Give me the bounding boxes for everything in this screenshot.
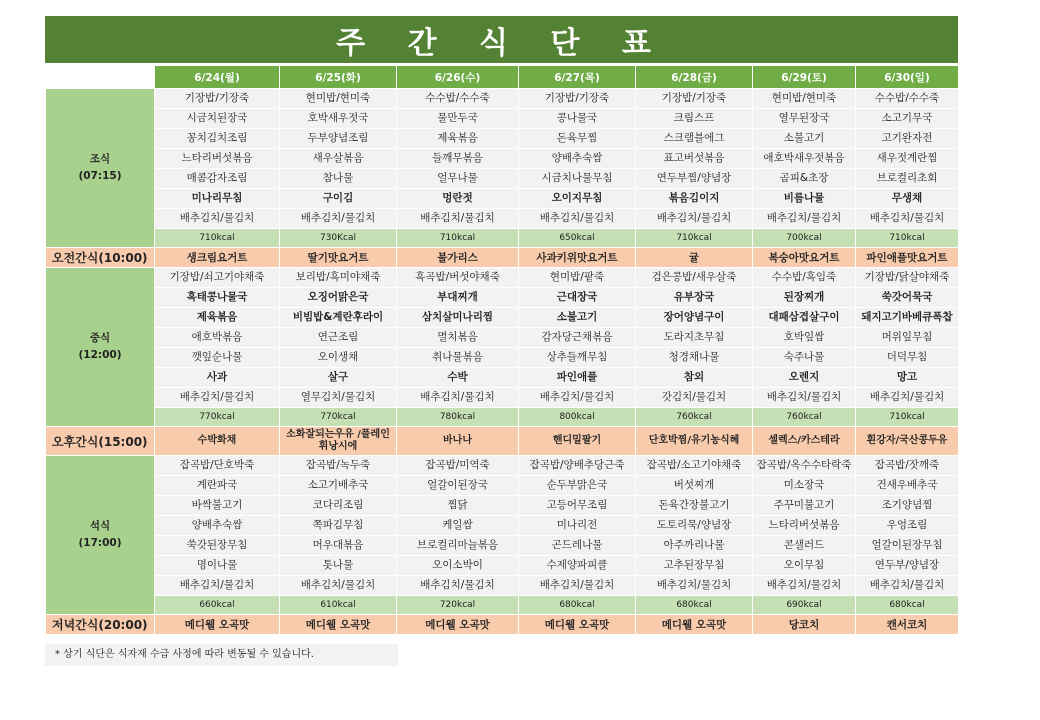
menu-item: 깻잎순나물: [155, 348, 280, 368]
menu-item: 상추들깨무침: [519, 348, 636, 368]
menu-item: 배추김치/물김치: [397, 209, 519, 229]
menu-row: [46, 268, 959, 288]
menu-item: 수박: [397, 368, 519, 388]
menu-item: 물만두국: [397, 109, 519, 129]
menu-item: 제육볶음: [397, 129, 519, 149]
kcal-value: 690kcal: [753, 596, 856, 615]
snack-item: 메디웰 오곡맛: [155, 615, 280, 635]
menu-item: 배추김치/물김치: [753, 576, 856, 596]
menu-item: 브로컬리마늘볶음: [397, 536, 519, 556]
meal-name: 조식: [89, 153, 111, 165]
menu-item: 참외: [636, 368, 753, 388]
menu-row: [46, 209, 959, 229]
kcal-value: 680kcal: [856, 596, 959, 615]
menu-item: 장어양념구이: [636, 308, 753, 328]
menu-item: 청경채나물: [636, 348, 753, 368]
meal-name: 석식: [89, 520, 111, 532]
menu-item: 수수밥/수수죽: [856, 89, 959, 109]
morning_snack-label: 오전간식(10:00): [46, 248, 155, 268]
menu-item: 유부장국: [636, 288, 753, 308]
menu-item: 파인애플: [519, 368, 636, 388]
menu-item: 잡곡밥/잣깨죽: [856, 456, 959, 476]
menu-item: 열무김치/물김치: [280, 388, 397, 408]
menu-item: 얼갈이된장국: [397, 476, 519, 496]
snack-item: 귤: [636, 248, 753, 268]
menu-item: 조기양념찜: [856, 496, 959, 516]
menu-item: 배추김치/물김치: [397, 388, 519, 408]
menu-item: 아주까리나물: [636, 536, 753, 556]
day-header: 6/30(일): [856, 66, 959, 89]
menu-item: 흑태콩나물국: [155, 288, 280, 308]
menu-item: 살구: [280, 368, 397, 388]
menu-item: 연두부/양념장: [856, 556, 959, 576]
menu-item: 더덕무침: [856, 348, 959, 368]
menu-item: 소불고기: [753, 129, 856, 149]
menu-item: 돈육무찜: [519, 129, 636, 149]
menu-item: 배추김치/물김치: [636, 209, 753, 229]
menu-item: 배추김치/물김치: [753, 388, 856, 408]
menu-row: [46, 288, 959, 308]
menu-item: 곰피&초장: [753, 169, 856, 189]
meal-time: (17:00): [78, 537, 122, 549]
snack-item: 메디웰 오곡맛: [636, 615, 753, 635]
kcal-value: 800kcal: [519, 408, 636, 427]
menu-item: 보리밥/흑미야채죽: [280, 268, 397, 288]
menu-row: [46, 129, 959, 149]
menu-item: 콘샐러드: [753, 536, 856, 556]
menu-item: 돈육간장불고기: [636, 496, 753, 516]
evening_snack-label: 저녁간식(20:00): [46, 615, 155, 635]
menu-item: 배추김치/물김치: [397, 576, 519, 596]
dinner-label: [46, 456, 155, 615]
meal-name: 중식: [89, 332, 111, 344]
kcal-value: 680kcal: [636, 596, 753, 615]
kcal-value: 650kcal: [519, 229, 636, 248]
menu-item: 잡곡밥/녹두죽: [280, 456, 397, 476]
day-header: 6/24(월): [155, 66, 280, 89]
menu-item: 소고기배추국: [280, 476, 397, 496]
menu-item: 숙주나물: [753, 348, 856, 368]
menu-row: [46, 189, 959, 209]
menu-item: 잡곡밥/단호박죽: [155, 456, 280, 476]
menu-item: 브로컬리초회: [856, 169, 959, 189]
menu-item: 배추김치/물김치: [753, 209, 856, 229]
menu-item: 감자당근채볶음: [519, 328, 636, 348]
menu-row: [46, 536, 959, 556]
kcal-value: 660kcal: [155, 596, 280, 615]
menu-item: 우엉조림: [856, 516, 959, 536]
snack-item: 흰강자/국산콩두유: [856, 427, 959, 456]
day-header-row: [46, 66, 959, 89]
menu-item: 멍란젓: [397, 189, 519, 209]
menu-item: 취나물볶음: [397, 348, 519, 368]
menu-item: 멸치볶음: [397, 328, 519, 348]
menu-item: 콩나물국: [519, 109, 636, 129]
menu-item: 기장밥/닭살야채죽: [856, 268, 959, 288]
menu-item: 기장밥/쇠고기야채죽: [155, 268, 280, 288]
menu-item: 애호박볶음: [155, 328, 280, 348]
kcal-value: 760kcal: [753, 408, 856, 427]
kcal-value: 720kcal: [397, 596, 519, 615]
menu-item: 연두부찜/양념장: [636, 169, 753, 189]
menu-row: [46, 169, 959, 189]
menu-item: 매콤감자조림: [155, 169, 280, 189]
menu-item: 쪽파김무침: [280, 516, 397, 536]
menu-item: 배추김치/물김치: [519, 576, 636, 596]
menu-item: 수수밥/수수죽: [397, 89, 519, 109]
kcal-value: 680kcal: [519, 596, 636, 615]
menu-item: 배추김치/물김치: [280, 576, 397, 596]
menu-item: 잡곡밥/소고기야채죽: [636, 456, 753, 476]
menu-row: [46, 89, 959, 109]
menu-item: 호박새우젓국: [280, 109, 397, 129]
menu-item: 오이지무침: [519, 189, 636, 209]
menu-item: 흑곡밥/버섯야채죽: [397, 268, 519, 288]
menu-item: 도라지초무침: [636, 328, 753, 348]
menu-item: 수수밥/흑임죽: [753, 268, 856, 288]
menu-item: 꽁치김치조림: [155, 129, 280, 149]
kcal-row: [46, 229, 959, 248]
snack-item: 수박화채: [155, 427, 280, 456]
snack-row: [46, 427, 959, 456]
menu-item: 기장밥/기장죽: [636, 89, 753, 109]
menu-item: 대패삼겹살구이: [753, 308, 856, 328]
lunch-label: [46, 268, 155, 427]
menu-item: 도토리묵/양념장: [636, 516, 753, 536]
menu-item: 볶음김이지: [636, 189, 753, 209]
snack-item: 핸디밀팔기: [519, 427, 636, 456]
snack-item: 파인애플맛요거트: [856, 248, 959, 268]
menu-item: 계란파국: [155, 476, 280, 496]
kcal-value: 730Kcal: [280, 229, 397, 248]
menu-item: 표고버섯볶음: [636, 149, 753, 169]
menu-item: 고등어무조림: [519, 496, 636, 516]
day-header: 6/29(토): [753, 66, 856, 89]
menu-item: 들깨무볶음: [397, 149, 519, 169]
afternoon_snack-label: 오후간식(15:00): [46, 427, 155, 456]
menu-item: 오이생채: [280, 348, 397, 368]
menu-item: 수제양파피클: [519, 556, 636, 576]
menu-item: 소고기무국: [856, 109, 959, 129]
menu-item: 두부양념조림: [280, 129, 397, 149]
menu-item: 현미밥/현미죽: [753, 89, 856, 109]
menu-item: 배추김치/물김치: [856, 209, 959, 229]
kcal-value: 770kcal: [280, 408, 397, 427]
menu-item: 명이나물: [155, 556, 280, 576]
snack-item: 불가리스: [397, 248, 519, 268]
menu-item: 잡곡밥/옥수수타락죽: [753, 456, 856, 476]
menu-row: [46, 496, 959, 516]
menu-item: 시금치된장국: [155, 109, 280, 129]
menu-item: 느타리버섯볶음: [753, 516, 856, 536]
snack-item: 메디웰 오곡맛: [519, 615, 636, 635]
menu-item: 오렌지: [753, 368, 856, 388]
menu-item: 호박잎쌈: [753, 328, 856, 348]
menu-item: 시금치나물무침: [519, 169, 636, 189]
menu-item: 연근조림: [280, 328, 397, 348]
menu-item: 비빔밥&계란후라이: [280, 308, 397, 328]
menu-item: 배추김치/물김치: [856, 388, 959, 408]
menu-item: 사과: [155, 368, 280, 388]
corner-cell: [46, 66, 155, 89]
menu-row: [46, 476, 959, 496]
snack-item: 소화잘되는우유 /플레인 휘낭시에: [280, 427, 397, 456]
menu-item: 미나리무침: [155, 189, 280, 209]
menu-item: 무생채: [856, 189, 959, 209]
snack-item: 캔서코치: [856, 615, 959, 635]
kcal-value: 710kcal: [397, 229, 519, 248]
menu-item: 크림스프: [636, 109, 753, 129]
kcal-value: 710kcal: [856, 408, 959, 427]
menu-item: 코다리조림: [280, 496, 397, 516]
menu-row: [46, 308, 959, 328]
menu-row: [46, 556, 959, 576]
menu-item: 배추김치/물김치: [519, 209, 636, 229]
menu-item: 쑥갓어묵국: [856, 288, 959, 308]
menu-row: [46, 109, 959, 129]
breakfast-label: [46, 89, 155, 248]
menu-item: 고기완자전: [856, 129, 959, 149]
day-header: 6/28(금): [636, 66, 753, 89]
snack-item: 셀렉스/카스테라: [753, 427, 856, 456]
menu-item: 비름나물: [753, 189, 856, 209]
menu-item: 곤드레나물: [519, 536, 636, 556]
snack-item: 메디웰 오곡맛: [397, 615, 519, 635]
snack-row: [46, 248, 959, 268]
kcal-value: 700kcal: [753, 229, 856, 248]
menu-item: 양배추숙쌈: [519, 149, 636, 169]
meal-time: (07:15): [78, 170, 122, 182]
menu-item: 참나물: [280, 169, 397, 189]
snack-item: 딸기맛요거트: [280, 248, 397, 268]
menu-row: [46, 348, 959, 368]
menu-item: 찜닭: [397, 496, 519, 516]
menu-row: [46, 328, 959, 348]
menu-item: 고추된장무침: [636, 556, 753, 576]
kcal-value: 610kcal: [280, 596, 397, 615]
menu-item: 느타리버섯볶음: [155, 149, 280, 169]
menu-item: 검은콩밥/새우살죽: [636, 268, 753, 288]
menu-item: 얼갈이된장무침: [856, 536, 959, 556]
kcal-value: 760kcal: [636, 408, 753, 427]
menu-item: 돼지고기바베큐폭찹: [856, 308, 959, 328]
kcal-value: 710kcal: [155, 229, 280, 248]
menu-item: 배추김치/물김치: [519, 388, 636, 408]
menu-item: 미소장국: [753, 476, 856, 496]
kcal-value: 780kcal: [397, 408, 519, 427]
snack-item: 복숭아맛요거트: [753, 248, 856, 268]
menu-row: [46, 368, 959, 388]
menu-item: 배추김치/물김치: [155, 209, 280, 229]
menu-item: 배추김치/물김치: [155, 576, 280, 596]
menu-item: 기장밥/기장죽: [155, 89, 280, 109]
snack-item: 생크림요거트: [155, 248, 280, 268]
menu-item: 제육볶음: [155, 308, 280, 328]
menu-item: 잡곡밥/양배추당근죽: [519, 456, 636, 476]
menu-item: 건새우배추국: [856, 476, 959, 496]
menu-item: 머우대볶음: [280, 536, 397, 556]
menu-item: 된장찌개: [753, 288, 856, 308]
menu-row: [46, 149, 959, 169]
menu-item: 삼치살미나리찜: [397, 308, 519, 328]
menu-row: [46, 456, 959, 476]
kcal-row: [46, 408, 959, 427]
menu-item: 현미밥/팥죽: [519, 268, 636, 288]
menu-item: 망고: [856, 368, 959, 388]
menu-item: 기장밥/기장죽: [519, 89, 636, 109]
snack-item: 메디웰 오곡맛: [280, 615, 397, 635]
menu-row: [46, 516, 959, 536]
menu-item: 버섯찌개: [636, 476, 753, 496]
menu-item: 양배추숙쌈: [155, 516, 280, 536]
menu-item: 순두부맑은국: [519, 476, 636, 496]
menu-item: 갓김치/물김치: [636, 388, 753, 408]
kcal-value: 710kcal: [856, 229, 959, 248]
day-header: 6/25(화): [280, 66, 397, 89]
menu-item: 배추김치/물김치: [636, 576, 753, 596]
menu-item: 오징어맑은국: [280, 288, 397, 308]
menu-item: 애호박새우젓볶음: [753, 149, 856, 169]
snack-row: [46, 615, 959, 635]
snack-item: 사과키위맛요거트: [519, 248, 636, 268]
menu-item: 오이무침: [753, 556, 856, 576]
menu-item: 열무된장국: [753, 109, 856, 129]
menu-item: 근대장국: [519, 288, 636, 308]
menu-item: 쑥갓된장무침: [155, 536, 280, 556]
menu-item: 현미밥/현미죽: [280, 89, 397, 109]
menu-item: 스크램블에그: [636, 129, 753, 149]
menu-item: 머위잎무침: [856, 328, 959, 348]
menu-item: 소불고기: [519, 308, 636, 328]
footnote: * 상기 식단은 식자재 수급 사정에 따라 변동될 수 있습니다.: [45, 644, 398, 666]
snack-item: 단호박찜/유기농식혜: [636, 427, 753, 456]
menu-item: 오이소박이: [397, 556, 519, 576]
snack-item: 바나나: [397, 427, 519, 456]
menu-item: 케일쌈: [397, 516, 519, 536]
menu-item: 배추김치/물김치: [155, 388, 280, 408]
menu-item: 바싹불고기: [155, 496, 280, 516]
kcal-value: 710kcal: [636, 229, 753, 248]
meal-time: (12:00): [78, 349, 122, 361]
kcal-value: 770kcal: [155, 408, 280, 427]
menu-item: 얼무나물: [397, 169, 519, 189]
kcal-row: [46, 596, 959, 615]
menu-row: [46, 388, 959, 408]
menu-item: 배추김치/물김치: [856, 576, 959, 596]
weekly-menu-table: [45, 65, 959, 635]
menu-item: 주꾸미불고기: [753, 496, 856, 516]
menu-item: 미나리전: [519, 516, 636, 536]
menu-item: 구이김: [280, 189, 397, 209]
menu-item: 배추김치/물김치: [280, 209, 397, 229]
menu-item: 잡곡밥/미역죽: [397, 456, 519, 476]
day-header: 6/27(목): [519, 66, 636, 89]
menu-item: 새우살볶음: [280, 149, 397, 169]
menu-item: 톳나물: [280, 556, 397, 576]
menu-row: [46, 576, 959, 596]
day-header: 6/26(수): [397, 66, 519, 89]
menu-title: 주 간 식 단 표: [45, 16, 958, 63]
snack-item: 당코치: [753, 615, 856, 635]
menu-item: 새우젓계란찜: [856, 149, 959, 169]
menu-item: 부대찌개: [397, 288, 519, 308]
